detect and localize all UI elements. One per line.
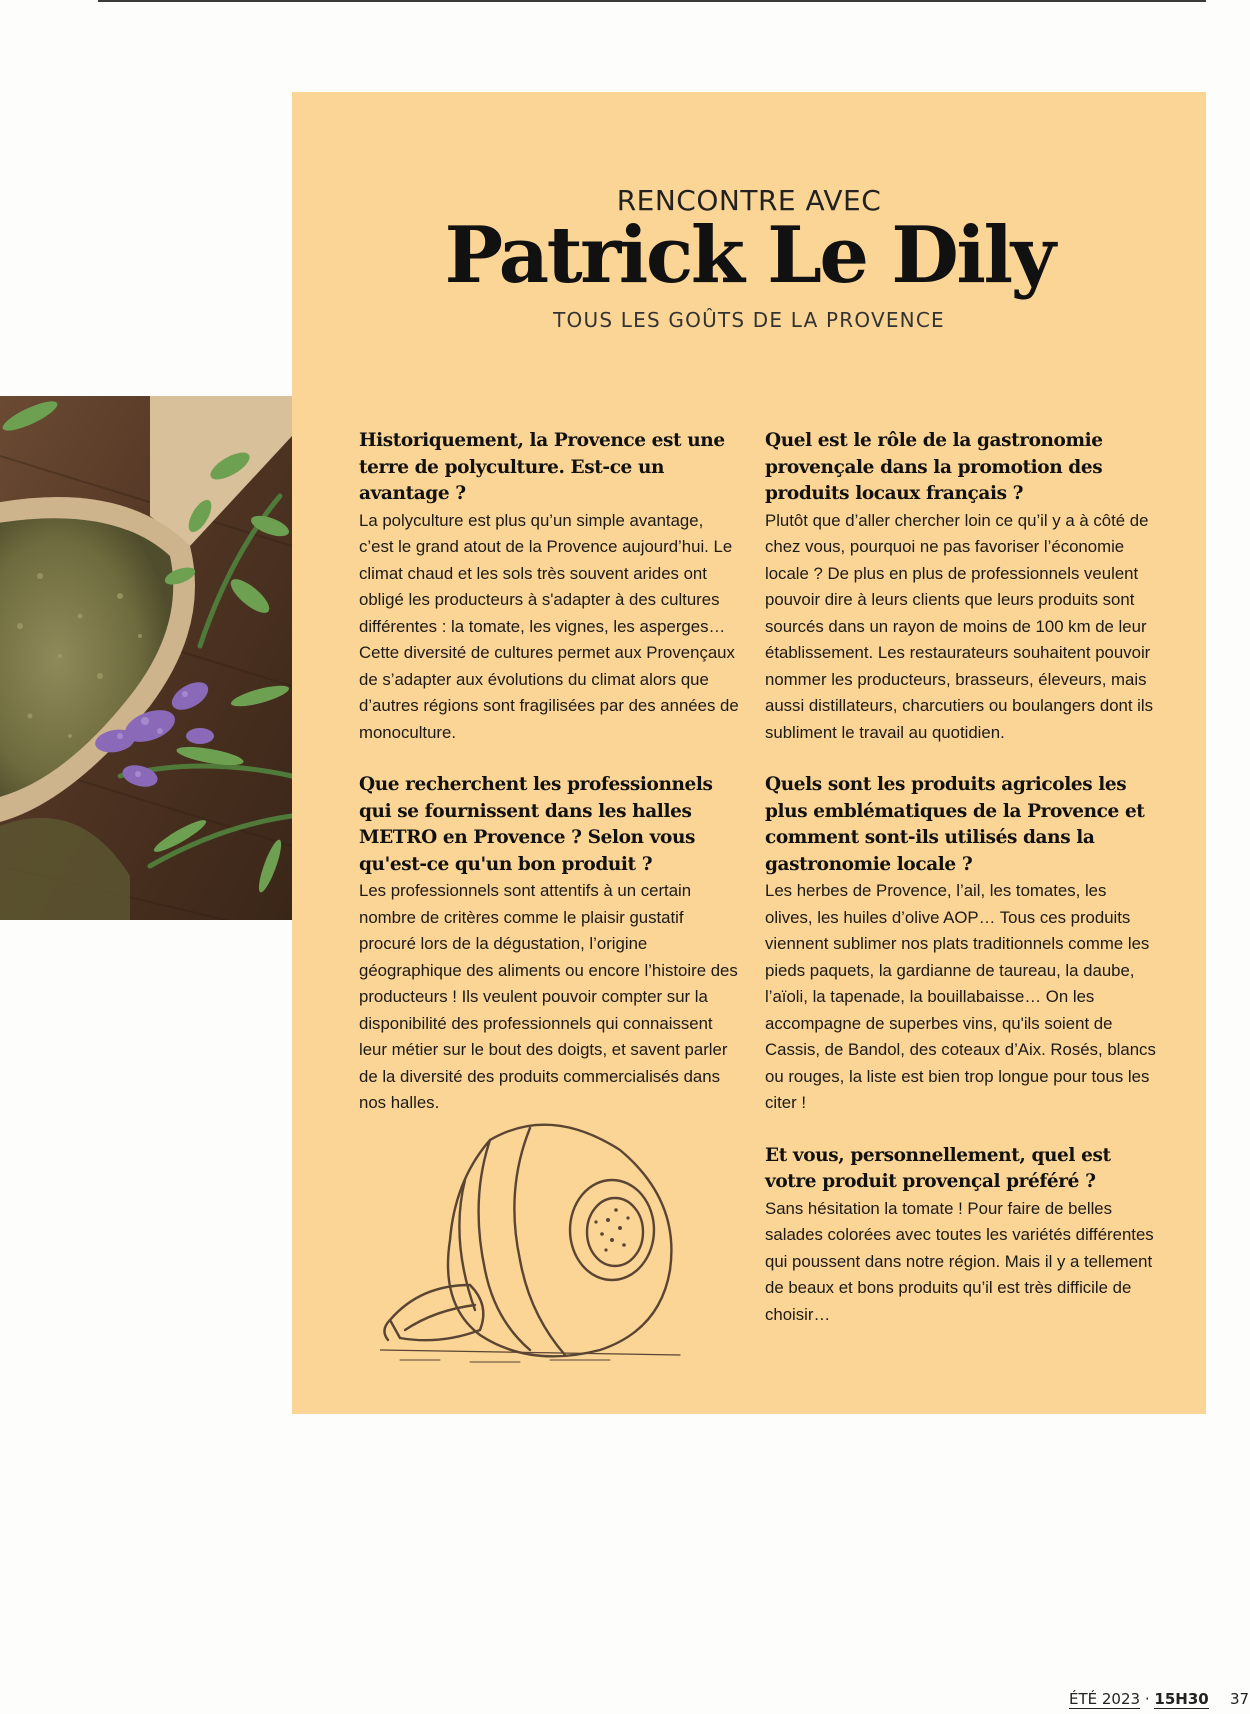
answer: Les herbes de Provence, l’ail, les tomates, les olives, les huiles d’olive AOP… Tous ces produits viennent sublimer nos plats traditionnels comme les pieds paquets, la gardianne de taureau, la daube, l’aïoli, la tapenade, la bouillabaisse… On les accompagne de superbes vins, qu'ils soient de Cassis, de Bandol, des coteaux d’Aix. Rosés, blancs ou rouges, la liste est bien trop longue pour tous les citer !	[765, 881, 1156, 1112]
qa-block	[765, 428, 1157, 746]
subtitle: TOUS LES GOÛTS DE LA PROVENCE	[553, 308, 945, 332]
right-column	[765, 428, 1157, 1354]
question: Quels sont les produits agricoles les plus emblématiques de la Provence et comment sont-ils utilisés dans la gastronomie locale ?	[765, 774, 1145, 875]
issue-label	[1069, 1690, 1209, 1708]
garlic-illustration	[380, 1110, 690, 1370]
answer: Sans hésitation la tomate ! Pour faire de belles salades colorées avec toutes les variétés différentes qui poussent dans notre région. Mais il y a tellement de beaux et bons produits qu’il est très difficile de choisir…	[765, 1198, 1154, 1324]
season-label: ÉTÉ 2023	[1069, 1690, 1141, 1708]
answer: Les professionnels sont attentifs à un certain nombre de critères comme le plaisir gustatif procuré lors de la dégustation, l’origine géographique des aliments ou encore l’histoire des producteurs ! Ils veulent pouvoir compter sur la disponibilité des professionnels qui connaissent leur métier sur le bout des doigts, et savent parler de la diversité des produits commercialisés dans nos halles.	[359, 881, 738, 1112]
page-number: 37	[1230, 1690, 1250, 1708]
garlic-icon	[380, 1110, 690, 1370]
left-column	[359, 428, 741, 1143]
brand-label: 15H30	[1154, 1690, 1209, 1708]
qa-block	[765, 772, 1157, 1117]
qa-block	[359, 772, 741, 1117]
top-rule	[98, 0, 1206, 2]
question: Historiquement, la Provence est une terre de polyculture. Est-ce un avantage ?	[359, 430, 725, 504]
page-footer	[0, 1690, 1250, 1710]
qa-block	[359, 428, 741, 746]
qa-block	[765, 1143, 1157, 1329]
question: Et vous, personnellement, quel est votre produit provençal préféré ?	[765, 1144, 1111, 1192]
answer: La polyculture est plus qu’un simple avantage, c’est le grand atout de la Provence aujourd’hui. Le climat chaud et les sols très souvent arides ont obligé les producteurs à s'adapter à des cultures différentes : la tomate, les vignes, les asperges… Cette diversité de cultures permet aux Provençaux de s’adapter aux évolutions du climat alors que d’autres régions sont fragilisées par des années de monoculture.	[359, 510, 739, 742]
kicker: RENCONTRE AVEC	[616, 184, 882, 217]
herbs-photo-illustration	[0, 396, 292, 920]
question: Quel est le rôle de la gastronomie provençale dans la promotion des produits locaux français ?	[765, 430, 1103, 504]
question: Que recherchent les professionnels qui se fournissent dans les halles METRO en Provence ? Selon vous qu'est-ce qu'un bon produit ?	[359, 774, 713, 875]
herbs-lavender-photo	[0, 396, 292, 920]
answer: Plutôt que d’aller chercher loin ce qu’il y a à côté de chez vous, pourquoi ne pas favoriser l’économie locale ? De plus en plus de professionnels veulent pouvoir dire à leurs clients que leurs produits sont sourcés dans un rayon de moins de 100 km de leur établissement. Les restaurateurs souhaitent pouvoir nommer les producteurs, brasseurs, éleveurs, mais aussi distillateurs, charcutiers ou boulangers dont ils subliment le travail au quotidien.	[765, 510, 1154, 742]
page-title: Patrick Le Dily	[444, 210, 1054, 301]
separator: ·	[1144, 1690, 1150, 1708]
